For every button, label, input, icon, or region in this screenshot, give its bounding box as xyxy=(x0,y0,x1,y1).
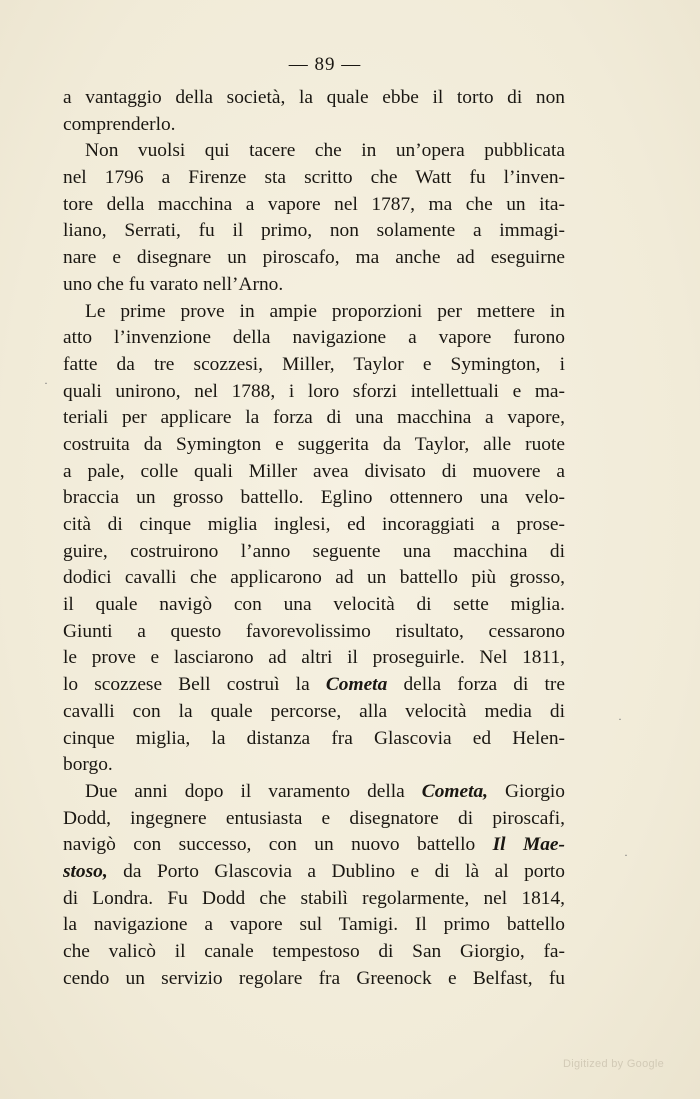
margin-speck: · xyxy=(618,712,622,726)
text-line: le prove e lasciarono ad altri il proseguirle. Nel 1811, xyxy=(63,647,565,669)
text-line: uno che fu varato nell’Arno. xyxy=(63,273,284,295)
italic-title: Cometa xyxy=(325,674,388,696)
text-line: Giunti a questo favorevolissimo risultato, cessarono xyxy=(63,620,565,642)
text-line xyxy=(63,832,565,859)
text-line: liano, Serrati, fu il primo, non solamente a immagi- xyxy=(63,220,565,242)
margin-speck: · xyxy=(624,848,628,862)
text-line: che valicò il canale tempestoso di San Giorgio, fa- xyxy=(63,941,565,962)
text-line: la navigazione a vapore sul Tamigi. Il primo battello xyxy=(63,914,565,936)
text-line: cavalli con la quale percorse, alla velocità media di xyxy=(63,700,565,722)
watermark: Digitized by Google xyxy=(563,1058,665,1070)
text-line: tore della macchina a vapore nel 1787, ma che un ita- xyxy=(63,193,565,215)
text-segment: da Porto Glascovia a Dublino e di là al porto xyxy=(107,860,565,882)
italic-title: stoso, xyxy=(63,860,108,882)
text-line: a pale, colle quali Miller avea divisato di muovere a xyxy=(63,460,565,482)
text-segment: Giorgio xyxy=(488,780,565,802)
text-line: Le prime prove in ampie proporzioni per mettere in xyxy=(85,300,565,322)
page-number: — 89 — xyxy=(288,54,362,75)
text-line xyxy=(63,859,565,886)
text-segment: navigò con successo, con un nuovo battello xyxy=(63,834,493,856)
text-line: borgo. xyxy=(63,754,113,776)
italic-title: Il Mae- xyxy=(492,834,565,856)
text-line: atto l’invenzione della navigazione a vapore furono xyxy=(63,327,565,349)
text-line: di Londra. Fu Dodd che stabilì regolarmente, nel 1814, xyxy=(63,887,565,909)
italic-title: Cometa, xyxy=(421,780,489,802)
text-line: cendo un servizio regolare fra Greenock e Belfast, fu xyxy=(63,967,565,989)
text-segment: della forza di tre xyxy=(387,674,565,696)
text-line: teriali per applicare la forza di una macchina a vapore, xyxy=(63,407,565,429)
text-line: cinque miglia, la distanza fra Glascovia ed Helen- xyxy=(63,727,565,749)
text-line: Non vuolsi qui tacere che in un’opera pubblicata xyxy=(85,140,565,162)
text-line: guire, costruirono l’anno seguente una macchina di xyxy=(63,540,565,562)
text-line: nare e disegnare un piroscafo, ma anche ad eseguirne xyxy=(63,247,565,269)
text-line: dodici cavalli che applicarono ad un battello più grosso, xyxy=(63,567,565,589)
text-line xyxy=(63,779,565,806)
text-line: il quale navigò con una velocità di sette miglia. xyxy=(63,594,565,616)
text-line: fatte da tre scozzesi, Miller, Taylor e Symington, i xyxy=(63,353,565,375)
text-line: comprenderlo. xyxy=(63,113,176,135)
text-line: a vantaggio della società, la quale ebbe il torto di non xyxy=(63,87,565,108)
text-line: quali unirono, nel 1788, i loro sforzi intellettuali e ma- xyxy=(63,380,565,402)
text-segment: lo scozzese Bell costruì la xyxy=(63,674,326,696)
margin-speck: · xyxy=(44,376,48,390)
text-line: costruita da Symington e suggerita da Taylor, alle ruote xyxy=(63,433,565,455)
text-line: cità di cinque miglia inglesi, ed incoraggiati a prose- xyxy=(63,514,565,535)
text-line xyxy=(63,672,565,699)
text-line: braccia un grosso battello. Eglino ottennero una velo- xyxy=(63,487,565,509)
body-text xyxy=(63,85,565,992)
text-segment: Due anni dopo il varamento della xyxy=(85,780,422,802)
text-line: Dodd, ingegnere entusiasta e disegnatore di piroscafi, xyxy=(63,807,565,829)
text-line: nel 1796 a Firenze sta scritto che Watt fu l’inven- xyxy=(63,167,565,189)
